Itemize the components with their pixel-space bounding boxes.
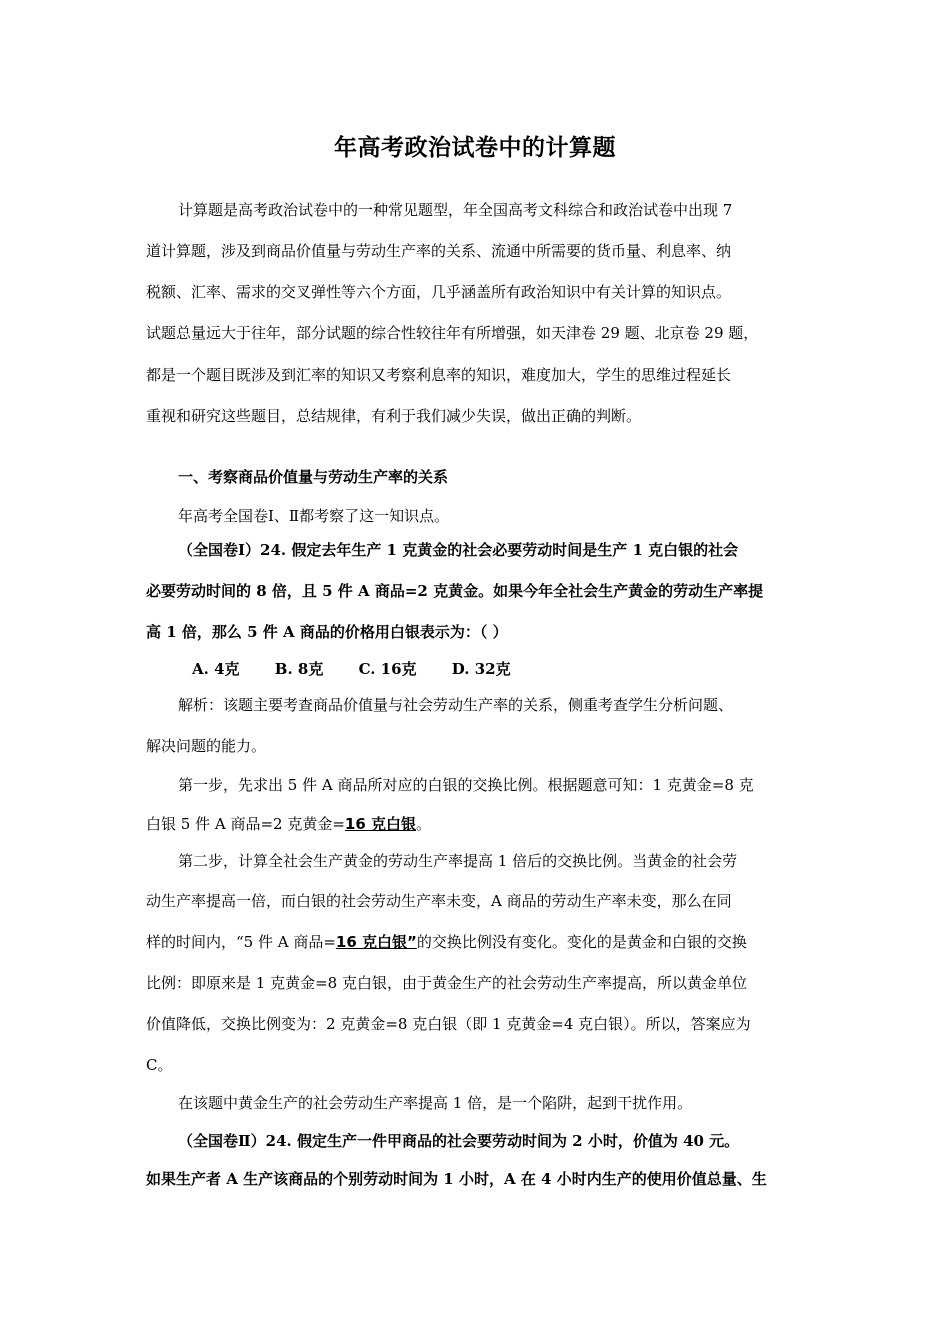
- step-text: 。: [416, 815, 432, 833]
- underlined-result: 16 克白银”: [335, 933, 417, 951]
- step-text: 的交换比例没有变化。变化的是黄金和白银的交换: [416, 933, 747, 951]
- step-line: 第一步，先求出 5 件 A 商品所对应的白银的交换比例。根据题意可知：1 克黄金=8 克: [178, 776, 754, 794]
- option-d: D. 32克: [451, 660, 511, 678]
- question-line: （全国卷Ⅰ）24. 假定去年生产 1 克黄金的社会必要劳动时间是生产 1 克白银的社会: [178, 541, 739, 559]
- question-line: 如果生产者 A 生产该商品的个别劳动时间为 1 小时，A 在 4 小时内生产的使用价值总量、生: [146, 1170, 767, 1188]
- intro-line: 税额、汇率、需求的交叉弹性等六个方面，几乎涵盖所有政治知识中有关计算的知识点。: [146, 283, 732, 301]
- intro-line: 试题总量远大于往年，部分试题的综合性较往年有所增强，如天津卷 29 题、北京卷 29 题，: [146, 324, 759, 342]
- step-line: C。: [146, 1056, 173, 1074]
- step-line: [146, 931, 826, 953]
- step-line: 动生产率提高一倍，而白银的社会劳动生产率未变，A 商品的劳动生产率未变，那么在同: [146, 892, 732, 910]
- underlined-result: 16 克白银: [344, 815, 417, 833]
- step-text: 白银 5 件 A 商品=2 克黄金=: [146, 815, 345, 833]
- intro-line: 都是一个题目既涉及到汇率的知识又考察利息率的知识，难度加大，学生的思维过程延长: [146, 366, 732, 384]
- question-line: 高 1 倍，那么 5 件 A 商品的价格用白银表示为：（ ）: [146, 623, 508, 641]
- step-text: 样的时间内，“5 件 A 商品=: [146, 933, 336, 951]
- intro-line: 计算题是高考政治试卷中的一种常见题型，年全国高考文科综合和政治试卷中出现 7: [178, 201, 733, 219]
- step-line: 价值降低，交换比例变为：2 克黄金=8 克白银（即 1 克黄金=4 克白银）。所以，答案应为: [146, 1015, 751, 1033]
- step-line: 第二步，计算全社会生产黄金的劳动生产率提高 1 倍后的交换比例。当黄金的社会劳: [178, 852, 738, 870]
- analysis-line: 解决问题的能力。: [146, 737, 267, 755]
- step-line: [146, 813, 826, 835]
- question-line: 必要劳动时间的 8 倍，且 5 件 A 商品=2 克黄金。如果今年全社会生产黄金的劳动生产率提: [146, 582, 764, 600]
- step-line: 比例：即原来是 1 克黄金=8 克白银，由于黄金生产的社会劳动生产率提高，所以黄金单位: [146, 974, 747, 992]
- section-note: 年高考全国卷Ⅰ、Ⅱ都考察了这一知识点。: [178, 507, 450, 525]
- section-heading: 一、考察商品价值量与劳动生产率的关系: [178, 468, 449, 486]
- intro-line: 道计算题，涉及到商品价值量与劳动生产率的关系、流通中所需要的货币量、利息率、纳: [146, 242, 732, 260]
- analysis-line: 解析：该题主要考查商品价值量与社会劳动生产率的关系，侧重考查学生分析问题、: [178, 696, 734, 714]
- trap-note: 在该题中黄金生产的社会劳动生产率提高 1 倍，是一个陷阱，起到干扰作用。: [178, 1094, 693, 1112]
- intro-line: 重视和研究这些题目，总结规律，有利于我们减少失误，做出正确的判断。: [146, 407, 642, 425]
- question-line: （全国卷Ⅱ）24. 假定生产一件甲商品的社会要劳动时间为 2 小时，价值为 40 元。: [178, 1132, 740, 1150]
- option-a: A. 4克: [192, 660, 240, 678]
- page-title: 年高考政治试卷中的计算题: [334, 135, 616, 161]
- option-b: B. 8克: [274, 660, 324, 678]
- answer-options: [192, 658, 872, 680]
- option-c: C. 16克: [358, 660, 417, 678]
